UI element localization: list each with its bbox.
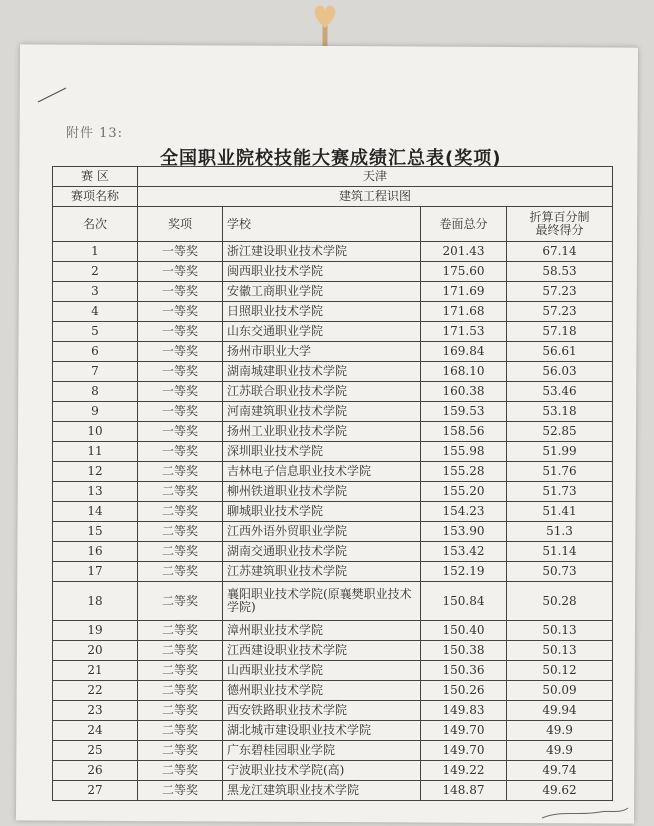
table-row — [53, 282, 613, 302]
final-score-cell: 56.03 — [507, 362, 613, 382]
final-score-cell: 50.12 — [507, 661, 613, 681]
table-row — [53, 502, 613, 522]
raw-score-cell: 160.38 — [421, 382, 507, 402]
rank-cell: 8 — [53, 382, 138, 402]
rank-cell: 21 — [53, 661, 138, 681]
school-cell: 闽西职业技术学院 — [223, 262, 421, 282]
table-row — [53, 322, 613, 342]
award-cell: 二等奖 — [138, 781, 223, 801]
school-cell: 黑龙江建筑职业技术学院 — [223, 781, 421, 801]
award-cell: 二等奖 — [138, 621, 223, 641]
raw-score-cell: 155.98 — [421, 442, 507, 462]
rank-cell: 16 — [53, 542, 138, 562]
raw-score-cell: 169.84 — [421, 342, 507, 362]
school-cell: 湖北城市建设职业技术学院 — [223, 721, 421, 741]
final-score-cell: 50.13 — [507, 621, 613, 641]
table-row — [53, 482, 613, 502]
final-score-cell: 51.3 — [507, 522, 613, 542]
final-score-cell: 50.73 — [507, 562, 613, 582]
raw-score-cell: 155.28 — [421, 462, 507, 482]
final-score-cell: 67.14 — [507, 242, 613, 262]
signature-mark-icon — [540, 806, 630, 820]
final-score-cell: 49.94 — [507, 701, 613, 721]
school-cell: 西安铁路职业技术学院 — [223, 701, 421, 721]
raw-score-cell: 159.53 — [421, 402, 507, 422]
event-row — [53, 187, 613, 207]
region-label: 赛 区 — [53, 167, 138, 187]
school-cell: 襄阳职业技术学院(原襄樊职业技术学院) — [223, 582, 421, 621]
school-cell: 江西建设职业技术学院 — [223, 641, 421, 661]
raw-score-cell: 201.43 — [421, 242, 507, 262]
final-score-cell: 56.61 — [507, 342, 613, 362]
raw-score-cell: 154.23 — [421, 502, 507, 522]
table-row — [53, 761, 613, 781]
raw-score-cell: 152.19 — [421, 562, 507, 582]
final-score-cell: 50.13 — [507, 641, 613, 661]
final-score-cell: 49.62 — [507, 781, 613, 801]
rank-cell: 6 — [53, 342, 138, 362]
header-school: 学校 — [223, 207, 421, 242]
rank-cell: 10 — [53, 422, 138, 442]
award-cell: 二等奖 — [138, 462, 223, 482]
raw-score-cell: 171.53 — [421, 322, 507, 342]
school-cell: 广东碧桂园职业学院 — [223, 741, 421, 761]
region-value: 天津 — [138, 167, 613, 187]
school-cell: 湖南交通职业技术学院 — [223, 542, 421, 562]
final-score-cell: 49.74 — [507, 761, 613, 781]
table-row — [53, 741, 613, 761]
rank-cell: 27 — [53, 781, 138, 801]
raw-score-cell: 150.36 — [421, 661, 507, 681]
final-score-cell: 53.46 — [507, 382, 613, 402]
rank-cell: 26 — [53, 761, 138, 781]
rank-cell: 24 — [53, 721, 138, 741]
results-table — [52, 166, 613, 801]
table-row — [53, 701, 613, 721]
raw-score-cell: 148.87 — [421, 781, 507, 801]
school-cell: 浙江建设职业技术学院 — [223, 242, 421, 262]
school-cell: 河南建筑职业技术学院 — [223, 402, 421, 422]
rank-cell: 5 — [53, 322, 138, 342]
event-value: 建筑工程识图 — [138, 187, 613, 207]
final-score-cell: 51.76 — [507, 462, 613, 482]
raw-score-cell: 150.26 — [421, 681, 507, 701]
rank-cell: 1 — [53, 242, 138, 262]
final-score-cell: 49.9 — [507, 741, 613, 761]
award-cell: 一等奖 — [138, 262, 223, 282]
header-final-score — [507, 207, 613, 242]
raw-score-cell: 149.70 — [421, 741, 507, 761]
header-rank: 名次 — [53, 207, 138, 242]
rank-cell: 15 — [53, 522, 138, 542]
raw-score-cell: 171.69 — [421, 282, 507, 302]
table-row — [53, 562, 613, 582]
table-row — [53, 781, 613, 801]
school-cell: 聊城职业技术学院 — [223, 502, 421, 522]
final-score-cell: 51.41 — [507, 502, 613, 522]
table-row — [53, 242, 613, 262]
award-cell: 二等奖 — [138, 522, 223, 542]
award-cell: 一等奖 — [138, 362, 223, 382]
table-row — [53, 342, 613, 362]
raw-score-cell: 149.70 — [421, 721, 507, 741]
school-cell: 吉林电子信息职业技术学院 — [223, 462, 421, 482]
event-label: 赛项名称 — [53, 187, 138, 207]
table-row — [53, 681, 613, 701]
award-cell: 一等奖 — [138, 402, 223, 422]
raw-score-cell: 149.22 — [421, 761, 507, 781]
final-score-cell: 50.09 — [507, 681, 613, 701]
school-cell: 山西职业技术学院 — [223, 661, 421, 681]
school-cell: 安徽工商职业学院 — [223, 282, 421, 302]
award-cell: 二等奖 — [138, 681, 223, 701]
final-score-cell: 51.99 — [507, 442, 613, 462]
table-row — [53, 362, 613, 382]
award-cell: 二等奖 — [138, 661, 223, 681]
table-row — [53, 442, 613, 462]
raw-score-cell: 153.42 — [421, 542, 507, 562]
final-score-cell: 57.18 — [507, 322, 613, 342]
header-row — [53, 207, 613, 242]
school-cell: 柳州铁道职业技术学院 — [223, 482, 421, 502]
final-score-cell: 51.14 — [507, 542, 613, 562]
raw-score-cell: 171.68 — [421, 302, 507, 322]
rank-cell: 19 — [53, 621, 138, 641]
rank-cell: 22 — [53, 681, 138, 701]
school-cell: 宁波职业技术学院(高) — [223, 761, 421, 781]
award-cell: 一等奖 — [138, 442, 223, 462]
rank-cell: 2 — [53, 262, 138, 282]
raw-score-cell: 149.83 — [421, 701, 507, 721]
rank-cell: 20 — [53, 641, 138, 661]
table-row — [53, 422, 613, 442]
rank-cell: 17 — [53, 562, 138, 582]
header-raw-score: 卷面总分 — [421, 207, 507, 242]
raw-score-cell: 150.40 — [421, 621, 507, 641]
raw-score-cell: 175.60 — [421, 262, 507, 282]
award-cell: 一等奖 — [138, 342, 223, 362]
school-cell: 江苏建筑职业技术学院 — [223, 562, 421, 582]
raw-score-cell: 150.38 — [421, 641, 507, 661]
award-cell: 一等奖 — [138, 322, 223, 342]
award-cell: 二等奖 — [138, 721, 223, 741]
award-cell: 二等奖 — [138, 542, 223, 562]
final-score-cell: 49.9 — [507, 721, 613, 741]
raw-score-cell: 158.56 — [421, 422, 507, 442]
table-row — [53, 582, 613, 621]
raw-score-cell: 150.84 — [421, 582, 507, 621]
rank-cell: 9 — [53, 402, 138, 422]
header-final-score-line2: 最终得分 — [535, 223, 584, 237]
award-cell: 一等奖 — [138, 302, 223, 322]
school-cell: 江西外语外贸职业学院 — [223, 522, 421, 542]
final-score-cell: 53.18 — [507, 402, 613, 422]
award-cell: 二等奖 — [138, 761, 223, 781]
award-cell: 二等奖 — [138, 482, 223, 502]
final-score-cell: 58.53 — [507, 262, 613, 282]
table-row — [53, 382, 613, 402]
award-cell: 二等奖 — [138, 741, 223, 761]
rank-cell: 4 — [53, 302, 138, 322]
table-row — [53, 402, 613, 422]
rank-cell: 3 — [53, 282, 138, 302]
table-row — [53, 262, 613, 282]
table-row — [53, 641, 613, 661]
award-cell: 二等奖 — [138, 701, 223, 721]
award-cell: 一等奖 — [138, 282, 223, 302]
award-cell: 二等奖 — [138, 641, 223, 661]
rank-cell: 25 — [53, 741, 138, 761]
school-cell: 扬州市职业大学 — [223, 342, 421, 362]
table-row — [53, 542, 613, 562]
award-cell: 一等奖 — [138, 382, 223, 402]
school-cell: 深圳职业技术学院 — [223, 442, 421, 462]
school-cell: 山东交通职业学院 — [223, 322, 421, 342]
award-cell: 二等奖 — [138, 562, 223, 582]
rank-cell: 23 — [53, 701, 138, 721]
school-cell: 湖南城建职业技术学院 — [223, 362, 421, 382]
school-cell: 德州职业技术学院 — [223, 681, 421, 701]
rank-cell: 18 — [53, 582, 138, 621]
school-cell: 江苏联合职业技术学院 — [223, 382, 421, 402]
region-row — [53, 167, 613, 187]
school-cell: 日照职业技术学院 — [223, 302, 421, 322]
rank-cell: 11 — [53, 442, 138, 462]
raw-score-cell: 155.20 — [421, 482, 507, 502]
rank-cell: 14 — [53, 502, 138, 522]
final-score-cell: 50.28 — [507, 582, 613, 621]
final-score-cell: 52.85 — [507, 422, 613, 442]
table-row — [53, 302, 613, 322]
table-row — [53, 721, 613, 741]
final-score-cell: 51.73 — [507, 482, 613, 502]
award-cell: 一等奖 — [138, 422, 223, 442]
annex-label: 附件 13: — [66, 126, 124, 141]
pen-scribble-icon — [36, 86, 68, 104]
final-score-cell: 57.23 — [507, 282, 613, 302]
page-title: 全国职业院校技能大赛成绩汇总表(奖项) — [160, 148, 502, 169]
header-award: 奖项 — [138, 207, 223, 242]
award-cell: 二等奖 — [138, 582, 223, 621]
table-row — [53, 661, 613, 681]
school-cell: 扬州工业职业技术学院 — [223, 422, 421, 442]
table-row — [53, 522, 613, 542]
rank-cell: 13 — [53, 482, 138, 502]
header-final-score-line1: 折算百分制 — [529, 210, 590, 224]
table-row — [53, 621, 613, 641]
final-score-cell: 57.23 — [507, 302, 613, 322]
raw-score-cell: 153.90 — [421, 522, 507, 542]
award-cell: 一等奖 — [138, 242, 223, 262]
rank-cell: 12 — [53, 462, 138, 482]
award-cell: 二等奖 — [138, 502, 223, 522]
school-cell: 漳州职业技术学院 — [223, 621, 421, 641]
raw-score-cell: 168.10 — [421, 362, 507, 382]
table-row — [53, 462, 613, 482]
rank-cell: 7 — [53, 362, 138, 382]
